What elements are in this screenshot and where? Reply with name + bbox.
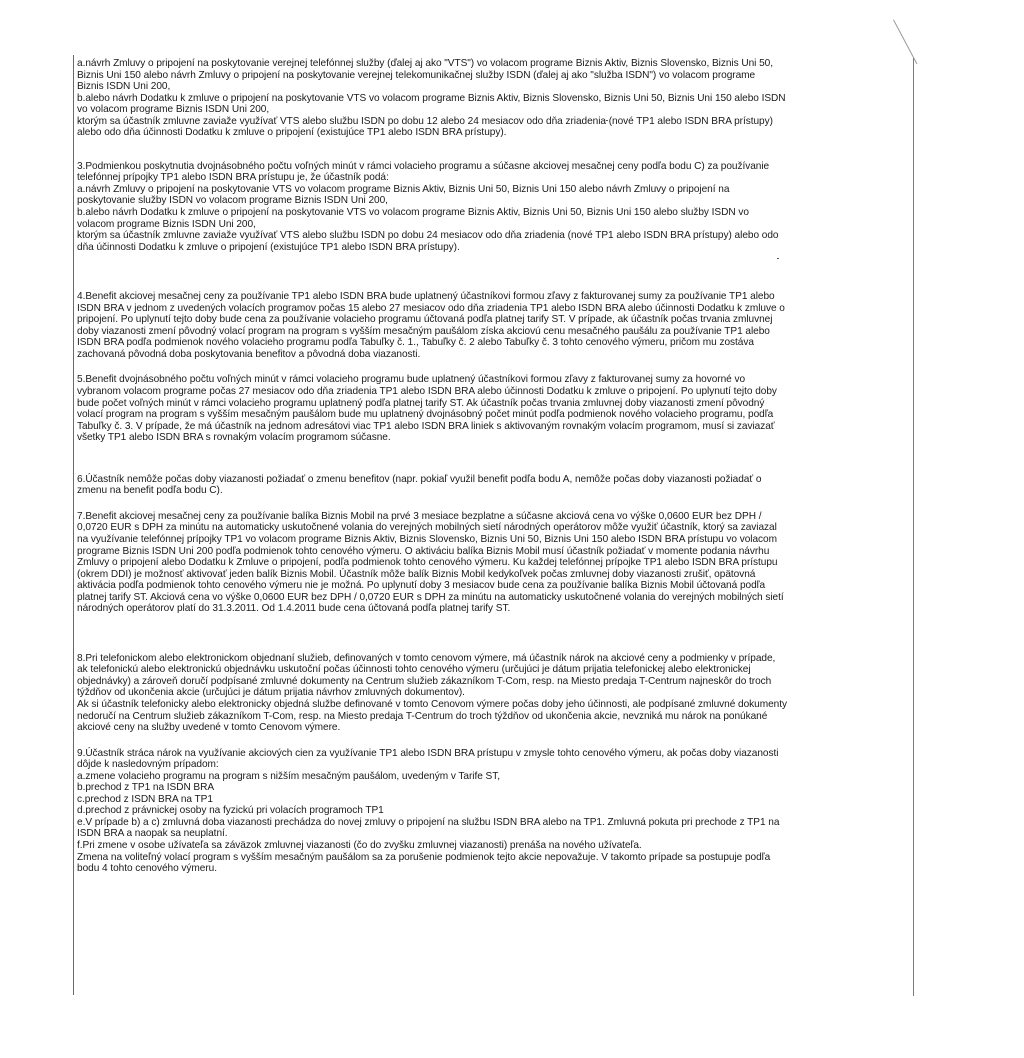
text-line: dôjde k nasledovným prípadom: <box>77 759 219 771</box>
text-line: nedoručí na Centrum služieb zákazníkom T-Com, resp. na Miesto predaja T-Centrum do troch týždňov od ukončenia akcie, nevzniká mu nárok na ponúkané <box>77 710 768 722</box>
text-line: b.prechod z TP1 na ISDN BRA <box>77 782 215 794</box>
text-line: dňa účinnosti Dodatku k zmluve o pripojení (existujúce TP1 alebo ISDN BRA prístupy). <box>77 241 460 253</box>
section-a-b-intro <box>77 58 911 139</box>
text-line: doby viazanosti zmení pôvodný volací program na program s vyšším mesačným paušálom získa akciovú cenu mesačného paušálu za používanie TP1 alebo <box>77 325 770 337</box>
text-line: všetky TP1 alebo ISDN BRA s rovnakým volacím programom súčasne. <box>77 432 391 444</box>
text-line: zachovaná pôvodná doba poskytovania benefitov a pôvodná doba viazanosti. <box>77 348 421 360</box>
text-line: a.návrh Zmluvy o pripojení na poskytovanie verejnej telefónnej služby (ďalej aj ako "VTS") vo volacom programe Biznis Aktiv, Biznis Slovensko, Biznis Uni 50, <box>77 58 773 69</box>
text-line: c.prechod z ISDN BRA na TP1 <box>77 793 213 805</box>
section-8-phone-electronic-order <box>77 653 911 734</box>
text-line: 9.Účastník stráca nárok na využívanie akciových cien za využívanie TP1 alebo ISDN BRA prístupu v zmysle tohto cenového výmeru, ak počas doby viazanosti <box>77 747 779 759</box>
text-line: Biznis Uni 150 alebo návrh Zmluvy o pripojení na poskytovanie verejnej telekomunikačnej služby ISDN (ďalej aj ako "služba ISDN") vo volacom programe <box>77 69 756 81</box>
section-6-benefit-change <box>77 474 911 497</box>
text-line: f.Pri zmene v osobe užívateľa sa záväzok zmluvnej viazanosti (čo do zvyšku zmluvnej viazanosti) prenáša na nového užívateľa. <box>77 839 642 851</box>
section-9-loss-of-entitlement <box>77 748 911 875</box>
text-line: Tabuľky č. 3. V prípade, že má účastník na jednom adresátovi viac TP1 alebo ISDN BRA liniek s aktivovaným rovnakým volacím programom, musí si zaviazať <box>77 420 775 432</box>
text-line: e.V prípade b) a c) zmluvná doba viazanosti prechádza do novej zmluvy o pripojení na službu ISDN BRA alebo na TP1. Zmluvná pokuta pri prechode z TP1 na <box>77 816 780 828</box>
document-body <box>77 58 911 875</box>
text-line: ISDN BRA a naopak sa neuplatní. <box>77 828 228 840</box>
text-line: vybranom volacom programe počas 27 mesiacov odo dňa zriadenia TP1 alebo ISDN BRA alebo účinnosti Dodatku k zmluve o pripojení. Po uplynutí tejto doby <box>77 386 777 398</box>
text-line: objednávky) a zároveň doručí podpísané zmluvné dokumenty na Centrum služieb zákazníkom T-Com, resp. na Miesto predaja T-Centrum najneskôr do troch <box>77 675 772 687</box>
text-line: b.alebo návrh Dodatku k zmluve o pripojení na poskytovanie VTS vo volacom programe Biznis Aktiv, Biznis Uni 50, Biznis Uni 150 alebo služby ISDN vo <box>77 207 749 219</box>
text-line: ktorým sa účastník zmluvne zaviaže využívať VTS alebo službu ISDN po dobu 12 alebo 24 mesiacov odo dňa zriadenia (nové TP1 alebo ISDN BRA prístupy) <box>77 115 773 127</box>
text-line: ktorým sa účastník zmluvne zaviaže využívať VTS alebo službu ISDN po dobu 24 mesiacov odo dňa zriadenia (nové TP1 alebo ISDN BRA prístupy) alebo odo <box>77 230 779 242</box>
text-line: bodu 4 tohto cenového výmeru. <box>77 863 217 875</box>
text-line: platnej tarify ST. Akciová cena vo výške 0,0600 EUR bez DPH / 0,0720 EUR s DPH za minútu na automaticky uskutočnené volania do verejných mobilných sietí <box>77 591 784 603</box>
text-line: na využívanie telefónnej prípojky TP1 vo volacom programe Biznis Aktiv, Biznis Slovensko, Biznis Uni 50, Biznis Uni 150 alebo ISDN BRA prístupu vo volacom <box>77 533 777 545</box>
text-line: alebo odo dňa účinnosti Dodatku k zmluve o pripojení (existujúce TP1 alebo ISDN BRA prístupy). <box>77 127 507 139</box>
text-line: akciové ceny na služby uvedené v tomto Cenovom výmere. <box>77 722 341 734</box>
text-line: ISDN BRA v jednom z uvedených volacích programov počas 15 alebo 27 mesiacov odo dňa zriadenia TP1 alebo ISDN BRA alebo účinnosti Dodatku k zmluve o <box>77 302 785 314</box>
text-line: b.alebo návrh Dodatku k zmluve o pripojení na poskytovanie VTS vo volacom programe Biznis Aktiv, Biznis Slovensko, Biznis Uni 50, Biznis Uni 150 alebo ISDN <box>77 92 786 104</box>
text-line: aktivácia podľa podmienok tohto cenového výmeru nie je možná. Po uplynutí doby 3 mesiacov bude cena za používanie balíka Biznis Mobil účtovaná podľa <box>77 580 766 592</box>
section-3-conditions <box>77 161 911 253</box>
section-7-biznis-mobil <box>77 511 911 615</box>
section-5-benefit-double-minutes <box>77 374 911 443</box>
text-line: poskytovanie služby ISDN vo volacom programe Biznis ISDN Uni 200, <box>77 195 388 207</box>
text-line: 4.Benefit akciovej mesačnej ceny za používanie TP1 alebo ISDN BRA bude uplatnený účastníkovi formou zľavy z fakturovanej sumy za používanie TP1 alebo <box>77 291 775 303</box>
text-line: Zmena na voliteľný volací program s vyšším mesačným paušálom sa za porušenie podmienok tejto akcie nepovažuje. V takomto prípade sa postupuje podľa <box>77 851 771 863</box>
text-line: Zmluvy o pripojení alebo Dodatku k Zmluve o pripojení, podľa podmienok tohto cenového výmeru. Ku každej telefónnej prípojke TP1 alebo ISDN BRA prístupu <box>77 557 778 569</box>
text-line: ISDN BRA podľa podmienok nového volacieho programu podľa Tabuľky č. 1., Tabuľky č. 2 alebo Tabuľky č. 3 tohto cenového výmeru, pričom mu zostáva <box>77 337 754 349</box>
text-line: volacom programe Biznis ISDN Uni 200, <box>77 218 256 230</box>
text-line: d.prechod z právnickej osoby na fyzickú pri volacích programoch TP1 <box>77 805 384 817</box>
text-line: ak telefonickú alebo elektronickú objednávku uskutoční počas účinnosti tohto cenového výmeru (určujúci je dátum prijatia telefonickej alebo elektronickej <box>77 664 751 676</box>
text-line: 8.Pri telefonickom alebo elektronickom objednaní služieb, definovaných v tomto cenovom výmere, má účastník nárok na akciové ceny a podmienky v prípade, <box>77 652 776 664</box>
text-line: Biznis ISDN Uni 200, <box>77 81 171 93</box>
text-line: 5.Benefit dvojnásobného počtu voľných minút v rámci volacieho programu bude uplatnený účastníkovi formou zľavy z fakturovanej sumy za hovorné vo <box>77 374 746 386</box>
text-line: a.návrh Zmluvy o pripojení na poskytovanie VTS vo volacom programe Biznis Aktiv, Biznis Uni 50, Biznis Uni 150 alebo návrh Zmluvy o pripojení na <box>77 183 730 195</box>
text-line: 3.Podmienkou poskytnutia dvojnásobného počtu voľných minút v rámci volacieho programu a súčasne akciovej mesačnej ceny podľa bodu C) za používanie <box>77 160 770 172</box>
text-line: volací program na program s vyšším mesačným paušálom bude mu uplatnený dvojnásobný počet minút podľa podmienok nového volacieho programu, podľa <box>77 409 774 421</box>
text-line: 6.Účastník nemôže počas doby viazanosti požiadať o zmenu benefitov (napr. pokiaľ využil benefit podľa bodu A, nemôže počas doby viazanosti požiadať o <box>77 473 762 485</box>
page-frame-right-rule <box>913 58 914 996</box>
text-line: národných operátorov platí do 31.3.2011. Od 1.4.2011 bude cena účtovaná podľa platnej tarify ST. <box>77 603 511 615</box>
section-4-benefit-monthly-price <box>77 291 911 360</box>
text-line: a.zmene volacieho programu na program s nižším mesačným paušálom, uvedeným v Tarife ST, <box>77 770 500 782</box>
text-line: Ak si účastník telefonicky alebo elektronicky objedná službe definované v tomto Cenovom výmere počas doby jeho účinnosti, ale podpísané zmluvné dokumenty <box>77 698 787 710</box>
text-line: vo volacom programe Biznis ISDN Uni 200, <box>77 104 270 116</box>
text-line: týždňov od ukončenia akcie (určujúci je dátum prijatia návrhov zmluvných dokumentov). <box>77 687 465 699</box>
text-line: telefónnej prípojky TP1 alebo ISDN BRA prístupu je, že účastník podá: <box>77 172 389 184</box>
text-line: bude počet voľných minút v rámci volacieho programu uplatnený podľa platnej tarify ST. Ak účastník počas trvania zmluvnej doby viazanosti zmení pôvodný <box>77 397 765 409</box>
text-line: zmenu na benefit podľa bodu C). <box>77 485 223 497</box>
text-line: programe Biznis ISDN Uni 200 podľa podmienok tohto cenového výmeru. O aktiváciu balíka Biznis Mobil musí účastník požiadať v momente podania návrhu <box>77 545 770 557</box>
text-line: (okrem DDI) je možnosť aktivovať jeden balík Biznis Mobil. Účastník môže balík Biznis Mobil kedykoľvek počas zmluvnej doby viazanosti zrušiť, opätovná <box>77 568 756 580</box>
text-line: pripojení. Po uplynutí tejto doby bude cena za používanie volacieho programu účtovaná podľa platnej tarify ST. V prípade, ak účastník počas trvania zmluvnej <box>77 314 773 326</box>
text-line: 7.Benefit akciovej mesačnej ceny za používanie balíka Biznis Mobil na prvé 3 mesiace bezplatne a súčasne akciová cena vo výške 0,0600 EUR bez DPH / <box>77 510 762 522</box>
text-line: 0,0720 EUR s DPH za minútu na automaticky uskutočnené volania do verejných mobilných sietí národných operátorov môže využiť účastník, ktorý sa zaviazal <box>77 522 777 534</box>
